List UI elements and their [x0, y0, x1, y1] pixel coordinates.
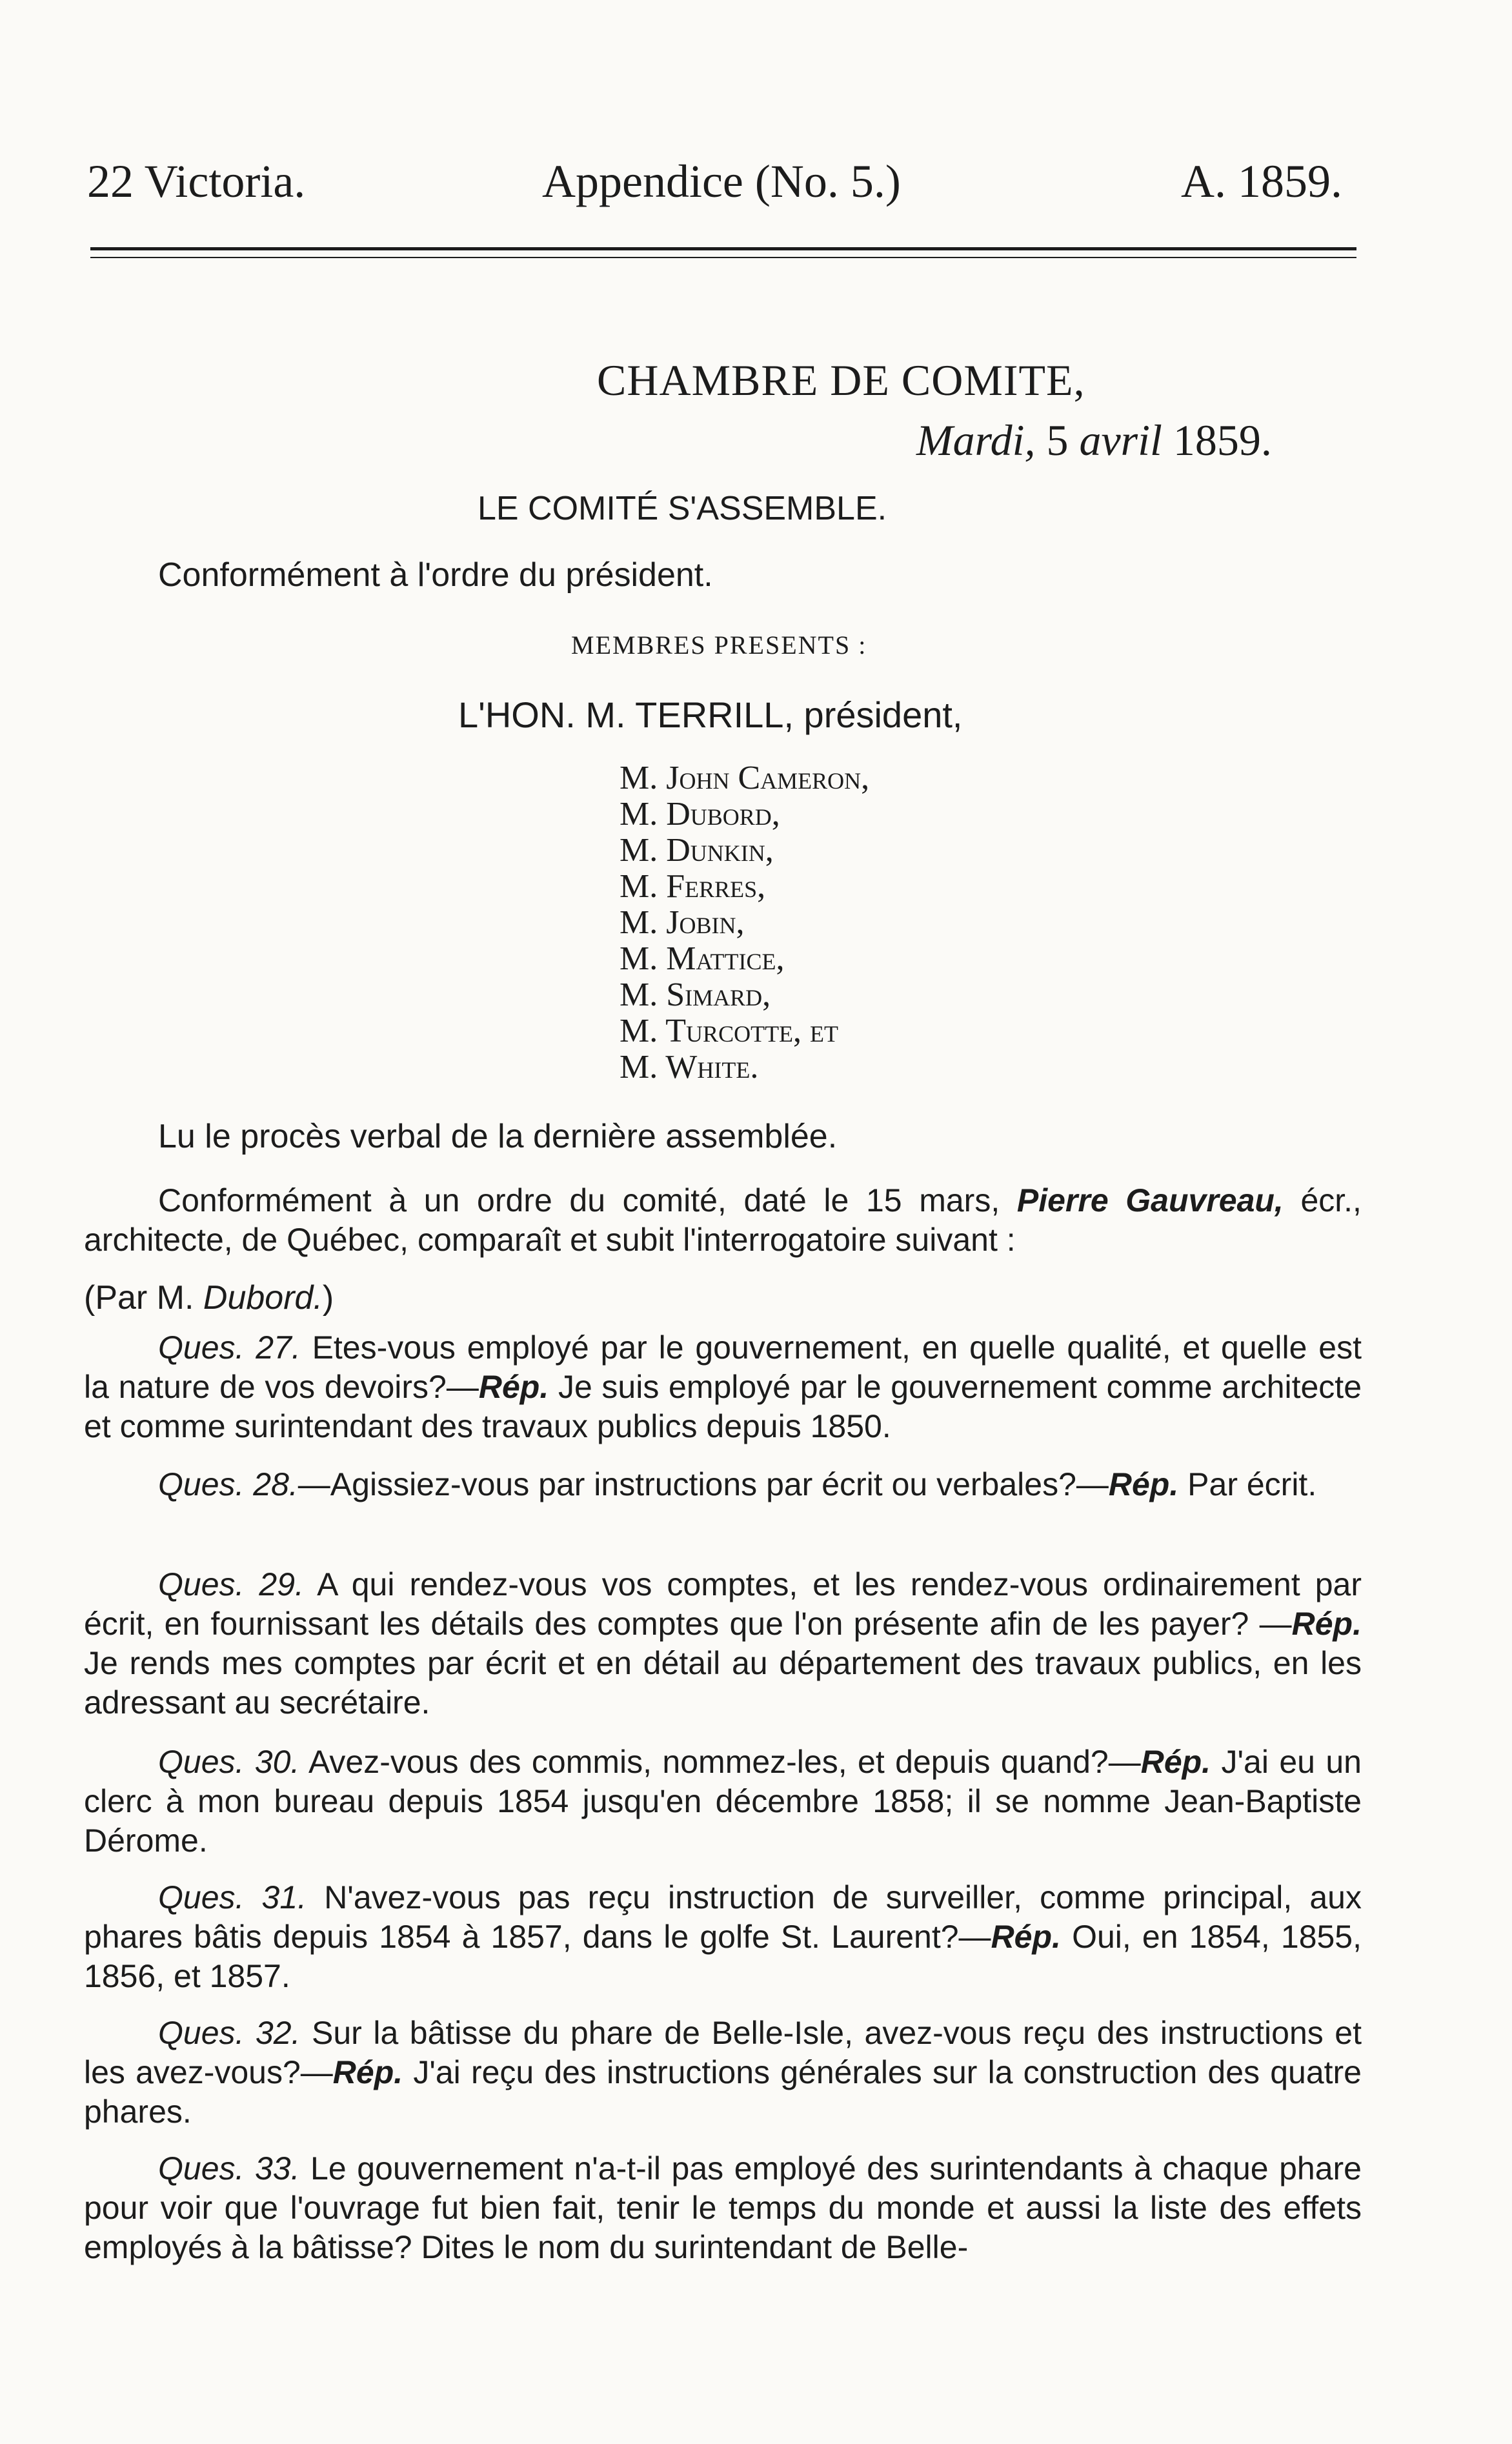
member-item: M. Dubord, [620, 796, 780, 833]
question-text: Le gouvernement n'a-t-il pas employé des surintendants à chaque phare pour voir que l'ouvrage fut bien fait, tenir le temps du monde et aussi la liste des effets employés à la bâtisse? Dites le nom du surintendant de Belle- [84, 2150, 1362, 2265]
question-label: Ques. 31. [158, 1879, 307, 1915]
reply-label: Rép. [478, 1369, 549, 1405]
by-open: (Par M. [84, 1279, 194, 1317]
reply-label: Rép. [991, 1919, 1061, 1955]
answer-text: Oui, en 1854, 1855, 1856, et 1857. [84, 1919, 1362, 1994]
date-number: 5 [1046, 416, 1069, 465]
member-item: M. Turcotte, et [620, 1013, 839, 1049]
question-text: —Agissiez-vous par instructions par écrit ou verbales?— [297, 1466, 1109, 1502]
intro-text-after: écr., architecte, de Québec, comparaît et subit l'interrogatoire suivant : [84, 1182, 1362, 1258]
header-session: 22 Victoria. [87, 156, 306, 207]
header-rule-thick [90, 247, 1356, 250]
reply-label: Rép. [1140, 1744, 1211, 1780]
member-item: M. Ferres, [620, 868, 766, 905]
member-item: M. Mattice, [620, 940, 785, 977]
intro-text-before: Conformément à un ordre du comité, daté le 15 mars, [158, 1182, 1000, 1218]
member-item: M. Simard, [620, 976, 771, 1013]
question-27 [84, 1328, 1362, 1446]
meeting-date [916, 416, 1272, 465]
header-rule-thin [90, 257, 1356, 258]
minutes-read: Lu le procès verbal de la dernière assemblée. [158, 1118, 838, 1155]
question-text: N'avez-vous pas reçu instruction de surveiller, comme principal, aux phares bâtis depuis 1854 à 1857, dans le golfe St. Laurent?— [84, 1879, 1362, 1955]
date-year: 1859. [1173, 416, 1272, 465]
header-year: A. 1859. [1181, 156, 1342, 207]
question-label: Ques. 33. [158, 2150, 300, 2186]
answer-text: Je rends mes comptes par écrit et en détail au département des travaux publics, en les adressant au secrétaire. [84, 1645, 1362, 1721]
question-label: Ques. 27. [158, 1329, 301, 1366]
witness-name: Pierre Gauvreau, [1016, 1182, 1284, 1218]
question-31 [84, 1878, 1362, 1996]
intro-paragraph [84, 1181, 1362, 1260]
question-label: Ques. 30. [158, 1744, 300, 1780]
answer-text: J'ai eu un clerc à mon bureau depuis 1854 jusqu'en décembre 1858; il se nomme Jean-Baptiste Dérome. [84, 1744, 1362, 1859]
president-line: L'HON. M. TERRILL, président, [458, 694, 963, 735]
date-day: Mardi, [916, 416, 1036, 465]
question-label: Ques. 28. [158, 1466, 298, 1502]
question-30 [84, 1742, 1362, 1861]
by-close: ) [322, 1279, 334, 1317]
members-present-label: MEMBRES PRESENTS : [571, 631, 867, 660]
member-item: M. White. [620, 1049, 759, 1086]
question-text: Sur la bâtisse du phare de Belle-Isle, avez-vous reçu des instructions et les avez-vous?— [84, 2015, 1362, 2090]
question-label: Ques. 32. [158, 2015, 301, 2051]
reply-label: Rép. [1291, 1606, 1362, 1642]
date-month: avril [1079, 416, 1162, 465]
member-item: M. Dunkin, [620, 832, 774, 869]
header-appendix: Appendice (No. 5.) [542, 156, 901, 207]
question-28 [84, 1465, 1362, 1504]
member-item: M. John Cameron, [620, 760, 870, 796]
question-text: A qui rendez-vous vos comptes, et les rendez-vous ordinairement par écrit, en fournissant les détails des comptes que l'on présente afin de les payer? — [84, 1566, 1362, 1642]
question-32 [84, 2014, 1362, 2132]
reply-label: Rép. [332, 2054, 403, 2090]
chamber-title: CHAMBRE DE COMITE, [597, 356, 1085, 405]
question-text: Avez-vous des commis, nommez-les, et depuis quand?— [308, 1744, 1141, 1780]
order-line: Conformément à l'ordre du président. [158, 556, 713, 594]
question-33 [84, 2149, 1362, 2267]
question-label: Ques. 29. [158, 1566, 304, 1602]
answer-text: Par écrit. [1187, 1466, 1317, 1502]
answer-text: J'ai reçu des instructions générales sur la construction des quatre phares. [84, 2054, 1362, 2130]
answer-text: Je suis employé par le gouvernement comme architecte et comme surintendant des travaux publics depuis 1850. [84, 1369, 1362, 1444]
committee-assembles: LE COMITÉ S'ASSEMBLE. [478, 490, 887, 527]
member-item: M. Jobin, [620, 904, 745, 941]
question-29 [84, 1565, 1362, 1722]
questioner-name: Dubord. [203, 1279, 323, 1317]
reply-label: Rép. [1108, 1466, 1179, 1502]
questioner-line [84, 1281, 334, 1315]
question-text: Etes-vous employé par le gouvernement, en quelle qualité, et quelle est la nature de vos devoirs?— [84, 1329, 1362, 1405]
